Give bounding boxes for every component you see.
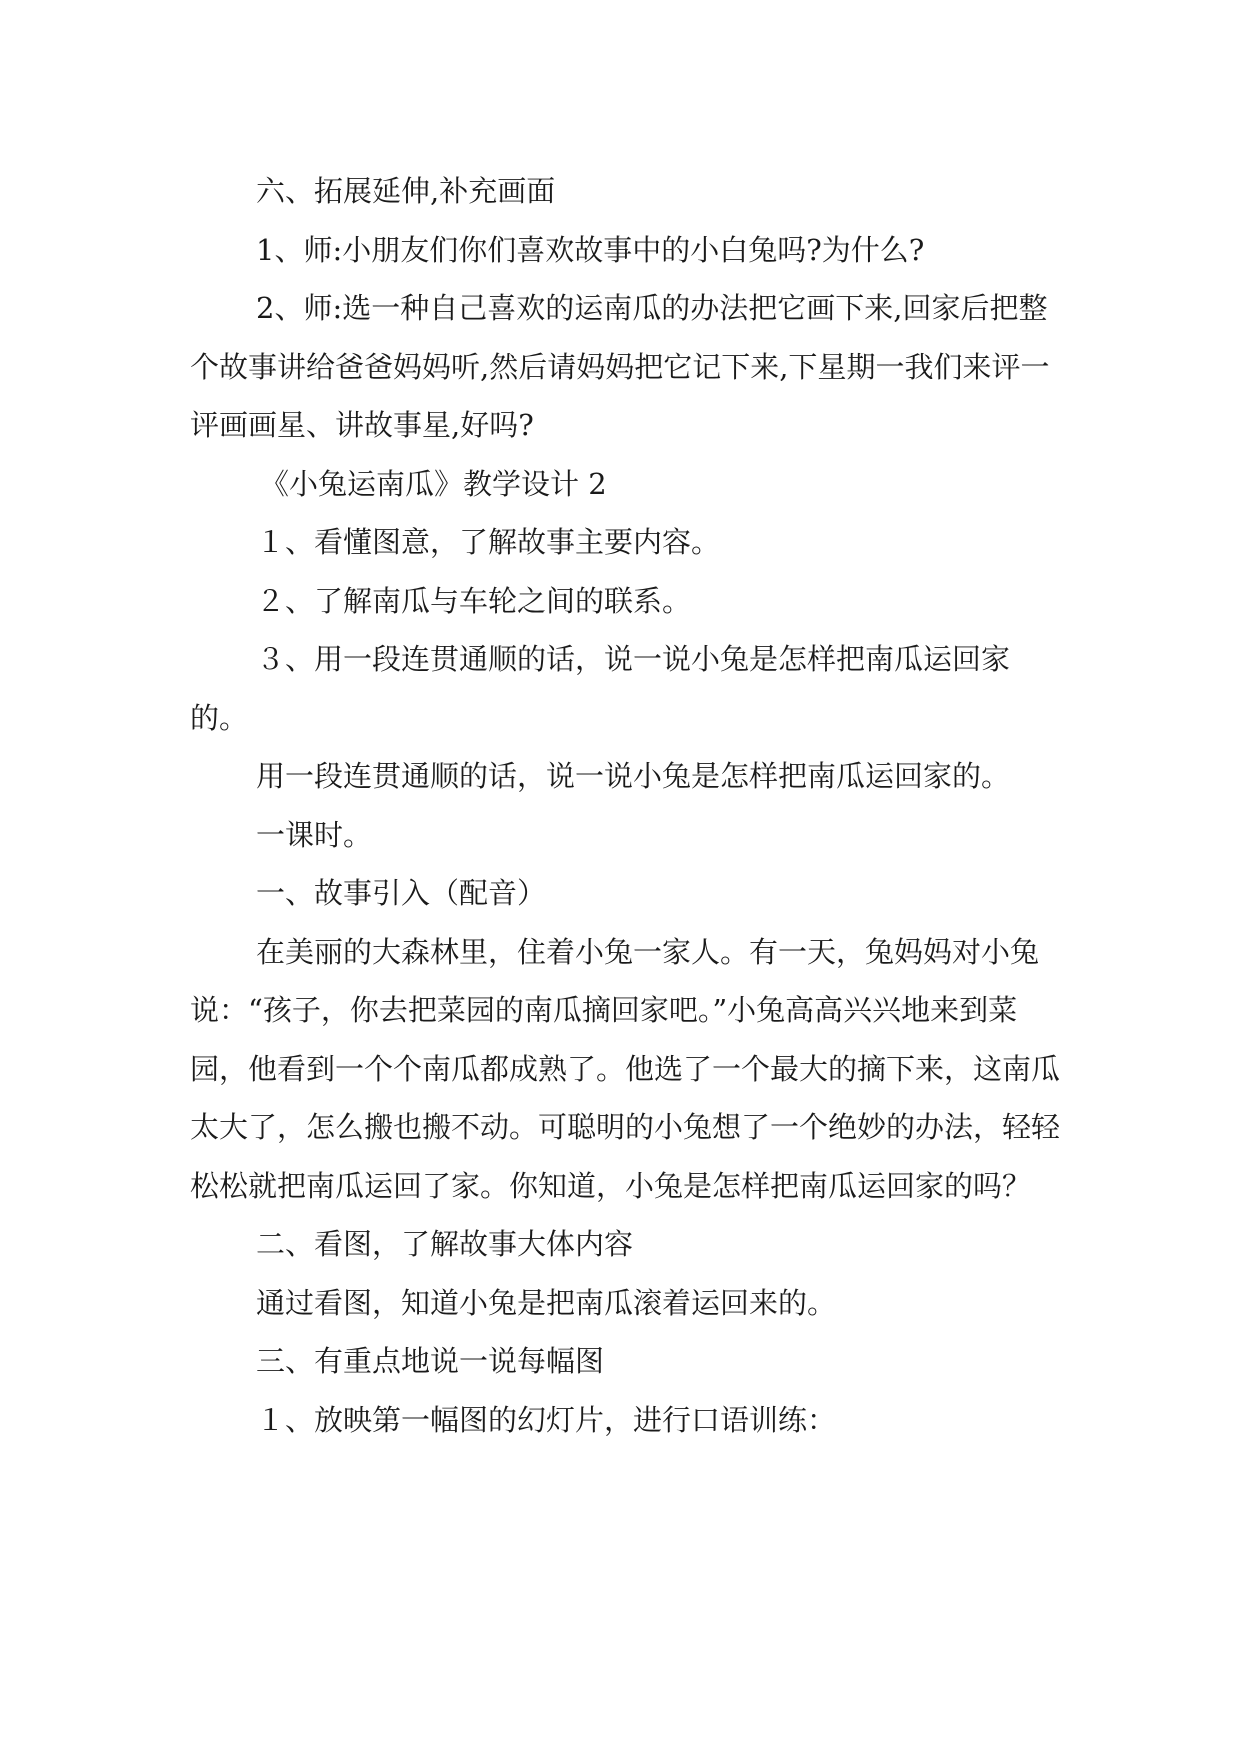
goal-item-1: １、看懂图意，了解故事主要内容。 [256,525,721,559]
view-summary: 通过看图，知道小兔是把南瓜滚着运回来的。 [256,1285,837,1320]
section-heading-focus: 三、有重点地说一说每幅图 [256,1344,605,1378]
story-paragraph: 在美丽的大森林里，住着小兔一家人。有一天，兔妈妈对小兔说：“孩子，你去把菜园的南瓜摘回家吧。”小兔高高兴兴地来到菜园，他看到一个个南瓜都成熟了。他选了一个最大的摘下来，这南瓜太大了，怎么搬也搬不动。可聪明的小兔想了一个绝妙的办法，轻轻松松就把南瓜运回了家。你知道，小兔是怎样把南瓜运回家的吗？ [190,934,1061,1203]
goal-item-3: ３、用一段连贯通顺的话，说一说小兔是怎样把南瓜运回家的。 [190,642,1011,735]
goal-item-2: ２、了解南瓜与车轮之间的联系。 [256,583,692,618]
design-title: 《小兔运南瓜》教学设计 2 [260,466,607,501]
lesson-duration: 一课时。 [256,817,373,852]
paragraph-question-1: 1、师:小朋友们你们喜欢故事中的小白兔吗?为什么? [256,232,925,267]
section-heading-extend: 六、拓展延伸,补充画面 [256,174,556,208]
paragraph-question-2: 2、师:选一种自己喜欢的运南瓜的办法把它画下来,回家后把整个故事讲给爸爸妈妈听,然后请妈妈把它记下来,下星期一我们来评一评画画星、讲故事星,好吗? [190,291,1050,442]
section-heading-view: 二、看图，了解故事大体内容 [256,1227,634,1261]
section-heading-intro: 一、故事引入（配音） [256,876,547,910]
document-body [190,162,1060,1449]
focus-item-1: １、放映第一幅图的幻灯片，进行口语训练： [256,1402,837,1437]
key-point: 用一段连贯通顺的话，说一说小兔是怎样把南瓜运回家的。 [256,759,1011,793]
